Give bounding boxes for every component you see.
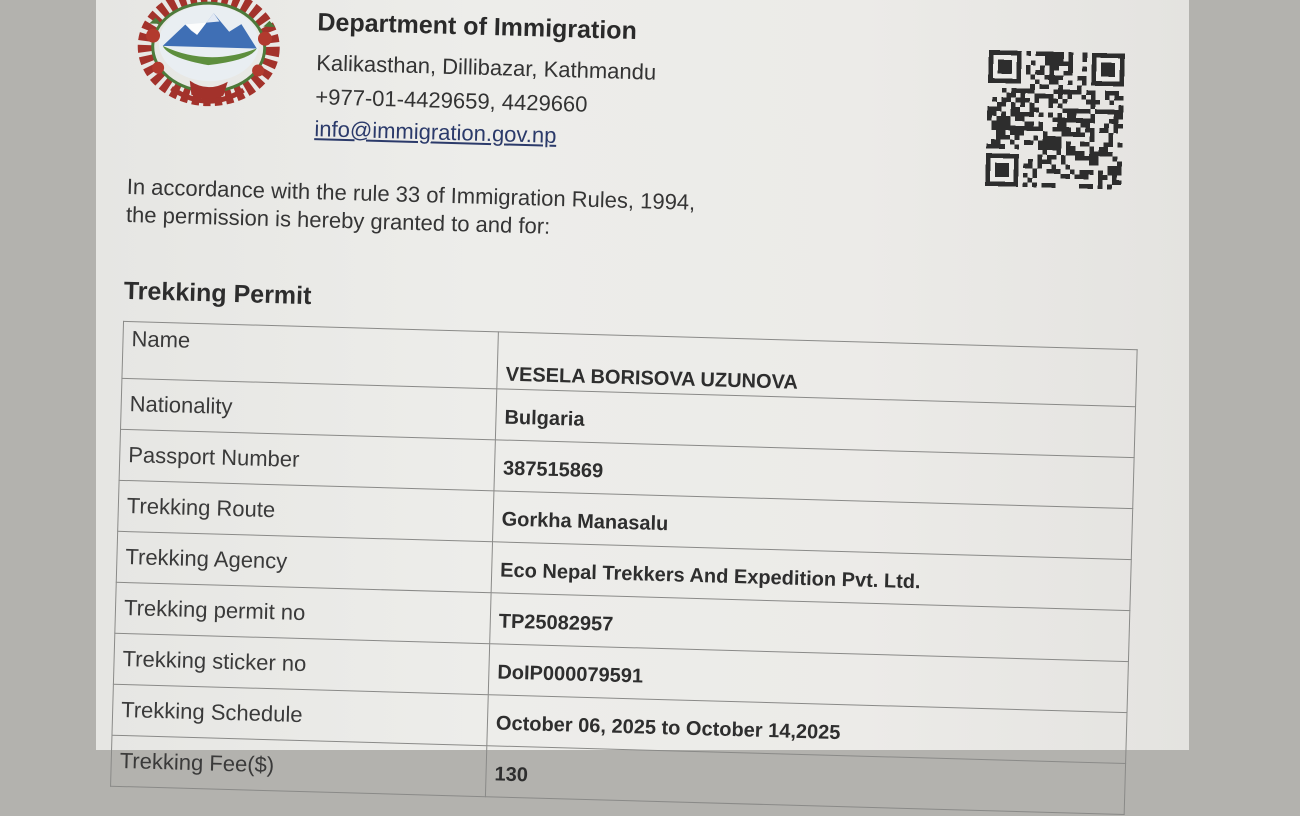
intro-text: In accordance with the rule 33 of Immigration Rules, 1994, the permission is hereby granted to and for: [125,173,696,239]
row-label: Trekking permit no [115,582,491,643]
row-value: Bulgaria [495,389,1135,458]
row-value: Gorkha Manasalu [493,491,1133,560]
row-value: 130 [485,746,1125,815]
row-label: Trekking Route [118,480,494,541]
department-phone: +977-01-4429659, 4429660 [315,84,588,117]
document-sheet [74,0,1188,810]
row-label: Trekking sticker no [113,633,489,694]
qr-code-icon [983,50,1127,190]
row-label: Trekking Agency [116,531,492,592]
row-value: TP25082957 [490,593,1130,662]
department-address: Kalikasthan, Dillibazar, Kathmandu [315,50,657,85]
row-value: Eco Nepal Trekkers And Expedition Pvt. Ltd. [491,542,1131,611]
department-email-link[interactable]: info@immigration.gov.np [314,116,557,148]
row-value: October 06, 2025 to October 14,2025 [487,695,1127,764]
row-value: 387515869 [494,440,1134,509]
permit-document [96,0,1189,786]
row-label: Nationality [121,378,497,439]
row-value: VESELA BORISOVA UZUNOVA [497,332,1137,407]
department-title: Department of Immigration [317,8,638,46]
permit-heading: Trekking Permit [123,276,312,311]
row-label: Passport Number [119,429,495,490]
row-value: DoIP000079591 [488,644,1128,713]
row-label: Trekking Schedule [112,684,488,745]
nepal-emblem-icon [131,0,287,123]
permit-details-table [110,321,1138,815]
row-label: Trekking Fee($) [111,735,487,796]
row-label: Name [122,321,498,388]
